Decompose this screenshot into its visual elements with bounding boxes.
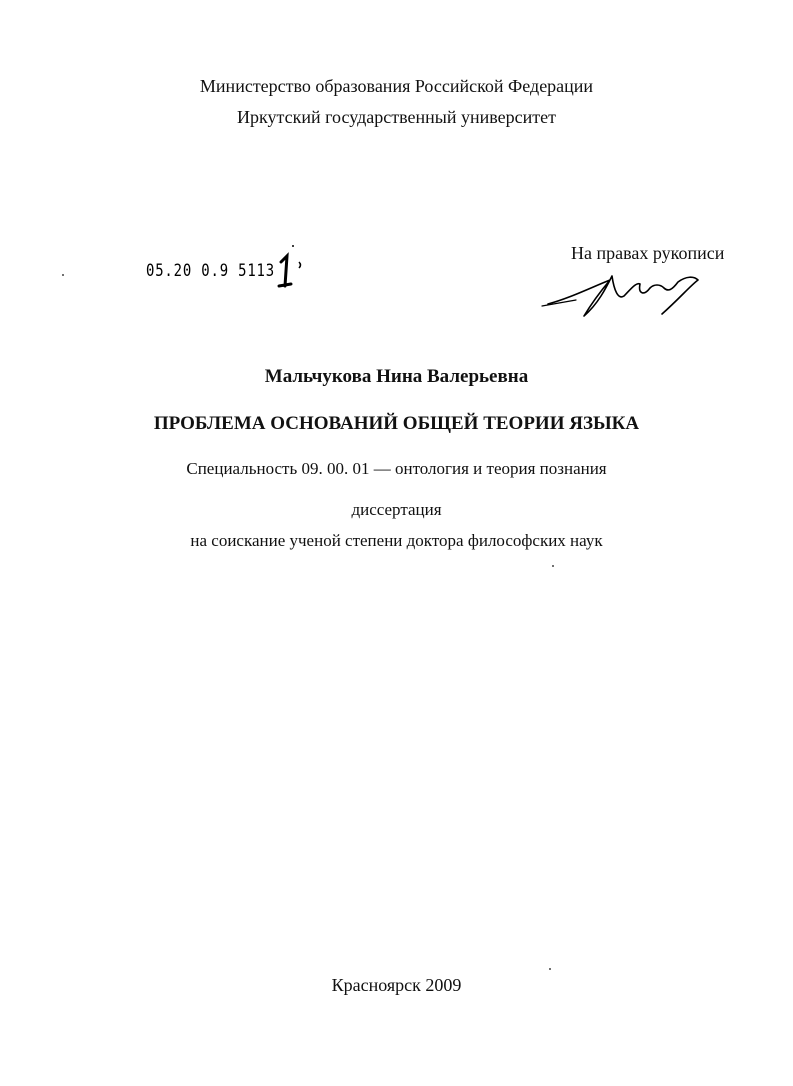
manuscript-rights-note: На правах рукописи: [571, 243, 725, 263]
university-heading: Иркутский государственный университет: [237, 107, 556, 127]
dissertation-title: ПРОБЛЕМА ОСНОВАНИЙ ОБЩЕЙ ТЕОРИИ ЯЗЫКА: [153, 413, 640, 434]
scan-speck: [62, 274, 64, 276]
work-type: диссертация: [351, 500, 442, 519]
scan-speck: [552, 565, 554, 567]
stamp-handwritten-mark: [273, 244, 313, 294]
scan-speck: [549, 968, 551, 970]
city-year: Красноярск 2009: [331, 975, 462, 995]
signature: [540, 266, 720, 322]
ministry-heading: Министерство образования Российской Федерации: [199, 76, 594, 96]
library-stamp-number: 05.20 0.9 5113: [146, 261, 275, 281]
degree-line: на соискание ученой степени доктора философских наук: [190, 531, 603, 550]
specialty-line: Специальность 09. 00. 01 — онтология и теория познания: [186, 459, 607, 478]
author-name: Мальчукова Нина Валерьевна: [264, 366, 529, 387]
